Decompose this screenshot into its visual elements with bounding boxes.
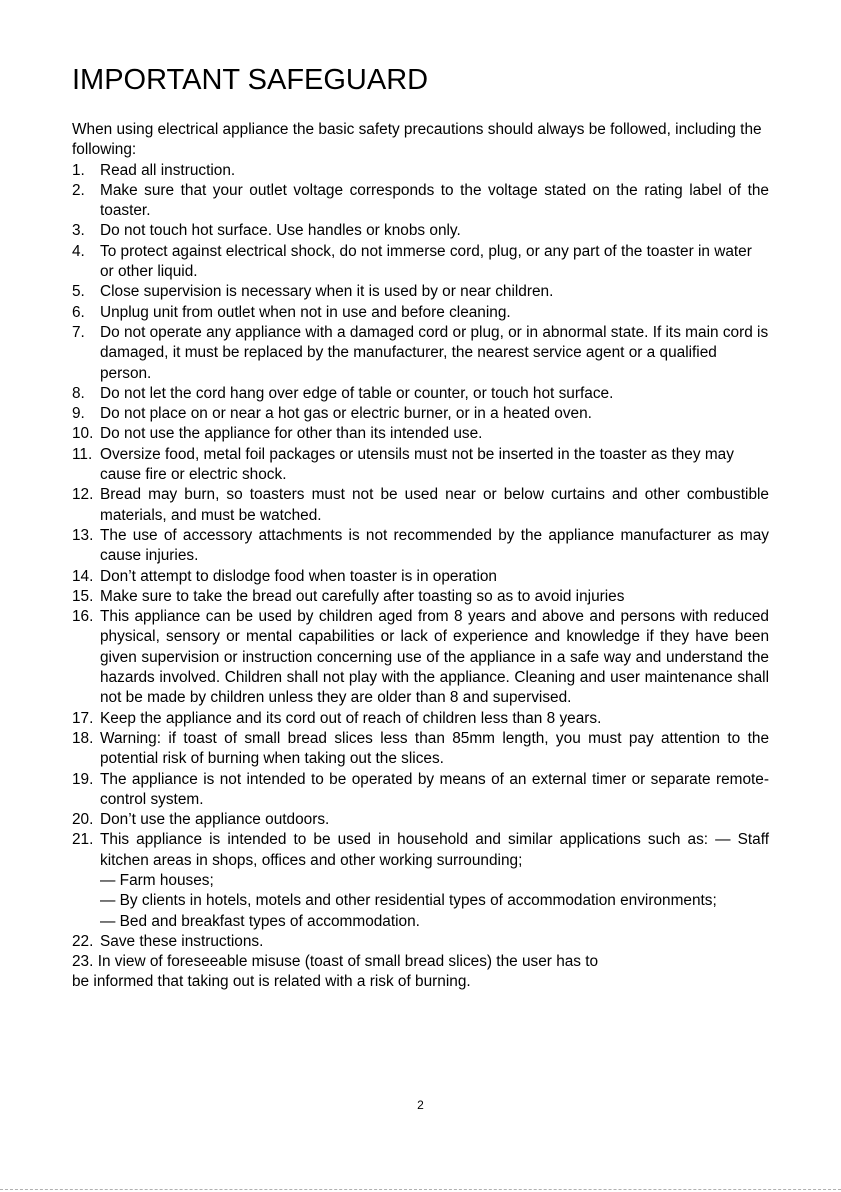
list-item-text: Unplug unit from outlet when not in use and before cleaning.	[100, 303, 511, 321]
list-item-number: 17.	[72, 709, 94, 727]
list-item	[72, 485, 769, 526]
list-item-number: 1.	[72, 161, 85, 179]
list-item-text: Do not operate any appliance with a damaged cord or plug, or in abnormal state. If its main cord is damaged, it must be replaced by the manufacturer, the nearest service agent or a qualified person.	[100, 323, 769, 382]
list-item-body	[100, 384, 769, 404]
page-title: IMPORTANT SAFEGUARD	[72, 64, 429, 96]
list-item	[72, 445, 769, 486]
list-item-number: 5.	[72, 283, 85, 301]
list-item-body	[100, 161, 769, 181]
list-item-text: This appliance can be used by children aged from 8 years and above and persons with reduced physical, sensory or mental capabilities or lack of experience and knowledge if they have been given supervision or instruction concerning use of the appliance in a safe way and understand the hazards involved. Children shall not play with the appliance. Cleaning and user maintenance shall not be made by children unless they are older than 8 and supervised.	[100, 608, 769, 707]
list-item	[72, 424, 769, 444]
list-item-number: 18.	[72, 729, 94, 747]
bottom-rule	[0, 1189, 841, 1190]
list-item-body	[100, 709, 769, 729]
list-item-text: Read all instruction.	[100, 161, 236, 179]
list-item-number: 2.	[72, 181, 85, 199]
list-item-body	[100, 932, 769, 952]
list-item-body	[100, 282, 769, 302]
list-item-body	[100, 830, 769, 931]
list-item-text: Make sure that your outlet voltage corresponds to the voltage stated on the rating label of the toaster.	[100, 181, 769, 220]
list-item-text: The use of accessory attachments is not recommended by the appliance manufacturer as may cause injuries.	[100, 526, 769, 565]
list-item-text: This appliance is intended to be used in household and similar applications such as: — Staff kitchen areas in shops, offices and other working surrounding;	[100, 831, 769, 869]
list-item	[72, 770, 769, 811]
list-item-body	[100, 567, 769, 587]
list-item-number: 3.	[72, 222, 85, 240]
list-item	[72, 384, 769, 404]
list-item-text: Oversize food, metal foil packages or utensils must not be inserted in the toaster as they may cause fire or electric shock.	[100, 445, 734, 484]
list-item-text: Do not use the appliance for other than its intended use.	[100, 425, 483, 443]
list-item	[72, 242, 769, 283]
list-item-number: 10.	[72, 425, 94, 443]
list-item-text: Close supervision is necessary when it is used by or near children.	[100, 283, 554, 301]
list-item-number: 8.	[72, 384, 85, 402]
list-item-text: The appliance is not intended to be operated by means of an external timer or separate remote-control system.	[100, 770, 769, 808]
list-item-body	[100, 242, 769, 283]
list-item-number: 9.	[72, 405, 85, 423]
list-item-text: To protect against electrical shock, do not immerse cord, plug, or any part of the toaster in water or other liquid.	[100, 242, 752, 281]
list-item-text: Don’t use the appliance outdoors.	[100, 811, 330, 829]
list-item	[72, 932, 769, 952]
safeguard-content	[72, 120, 769, 993]
safeguard-list	[72, 161, 769, 953]
list-item	[72, 567, 769, 587]
page-number: 2	[417, 1098, 424, 1112]
list-item-body	[100, 810, 769, 830]
list-item-body	[100, 323, 769, 384]
list-item-number: 16.	[72, 608, 94, 626]
list-item-body	[100, 485, 769, 526]
list-item-sub-line: — Bed and breakfast types of accommodation.	[100, 912, 420, 930]
list-item-number: 22.	[72, 932, 94, 950]
closing-note	[72, 952, 769, 993]
list-item-number: 11.	[72, 445, 93, 463]
list-item-number: 12.	[72, 486, 94, 504]
list-item-number: 14.	[72, 567, 94, 585]
list-item-text: Keep the appliance and its cord out of reach of children less than 8 years.	[100, 709, 602, 727]
list-item	[72, 161, 769, 181]
closing-number: 23.	[72, 953, 94, 971]
list-item-number: 19.	[72, 770, 94, 788]
list-item-number: 21.	[72, 831, 94, 849]
list-item	[72, 709, 769, 729]
list-item-body	[100, 221, 769, 241]
list-item-text: Bread may burn, so toasters must not be used near or below curtains and other combustible materials, and must be watched.	[100, 486, 769, 524]
list-item	[72, 323, 769, 384]
list-item	[72, 607, 769, 708]
list-item-sub-line: — By clients in hotels, motels and other residential types of accommodation environments;	[100, 892, 717, 910]
list-item-number: 20.	[72, 811, 94, 829]
list-item-text: Don’t attempt to dislodge food when toaster is in operation	[100, 567, 497, 585]
list-item-text: Do not place on or near a hot gas or electric burner, or in a heated oven.	[100, 405, 592, 423]
list-item-text: Make sure to take the bread out carefully after toasting so as to avoid injuries	[100, 587, 625, 605]
list-item-text: Do not touch hot surface. Use handles or knobs only.	[100, 222, 461, 240]
list-item-body	[100, 404, 769, 424]
list-item-body	[100, 587, 769, 607]
list-item-text: Save these instructions.	[100, 932, 264, 950]
list-item-body	[100, 770, 769, 811]
list-item	[72, 729, 769, 770]
list-item	[72, 810, 769, 830]
list-item	[72, 830, 769, 931]
list-item	[72, 221, 769, 241]
list-item-text: Warning: if toast of small bread slices less than 85mm length, you must pay attention to the potential risk of burning when taking out the slices.	[100, 729, 769, 768]
list-item-body	[100, 607, 769, 708]
list-item-body	[100, 729, 769, 770]
list-item	[72, 404, 769, 424]
closing-second-line: be informed that taking out is related with a risk of burning.	[72, 973, 471, 991]
list-item	[72, 526, 769, 567]
list-item	[72, 587, 769, 607]
list-item-number: 4.	[72, 242, 85, 260]
list-item-sub-line: — Farm houses;	[100, 871, 214, 889]
list-item-number: 15.	[72, 587, 94, 605]
intro-text: When using electrical appliance the basic safety precautions should always be followed, including the following:	[72, 121, 762, 159]
list-item-body	[100, 445, 769, 486]
list-item	[72, 303, 769, 323]
list-item-number: 6.	[72, 303, 85, 321]
closing-first-line: In view of foreseeable misuse (toast of small bread slices) the user has to	[97, 953, 599, 971]
list-item-body	[100, 181, 769, 222]
list-item-body	[100, 303, 769, 323]
list-item	[72, 181, 769, 222]
list-item-body	[100, 526, 769, 567]
list-item-text: Do not let the cord hang over edge of table or counter, or touch hot surface.	[100, 384, 614, 402]
list-item-body	[100, 424, 769, 444]
list-item-number: 7.	[72, 323, 85, 341]
list-item-number: 13.	[72, 526, 94, 544]
list-item	[72, 282, 769, 302]
